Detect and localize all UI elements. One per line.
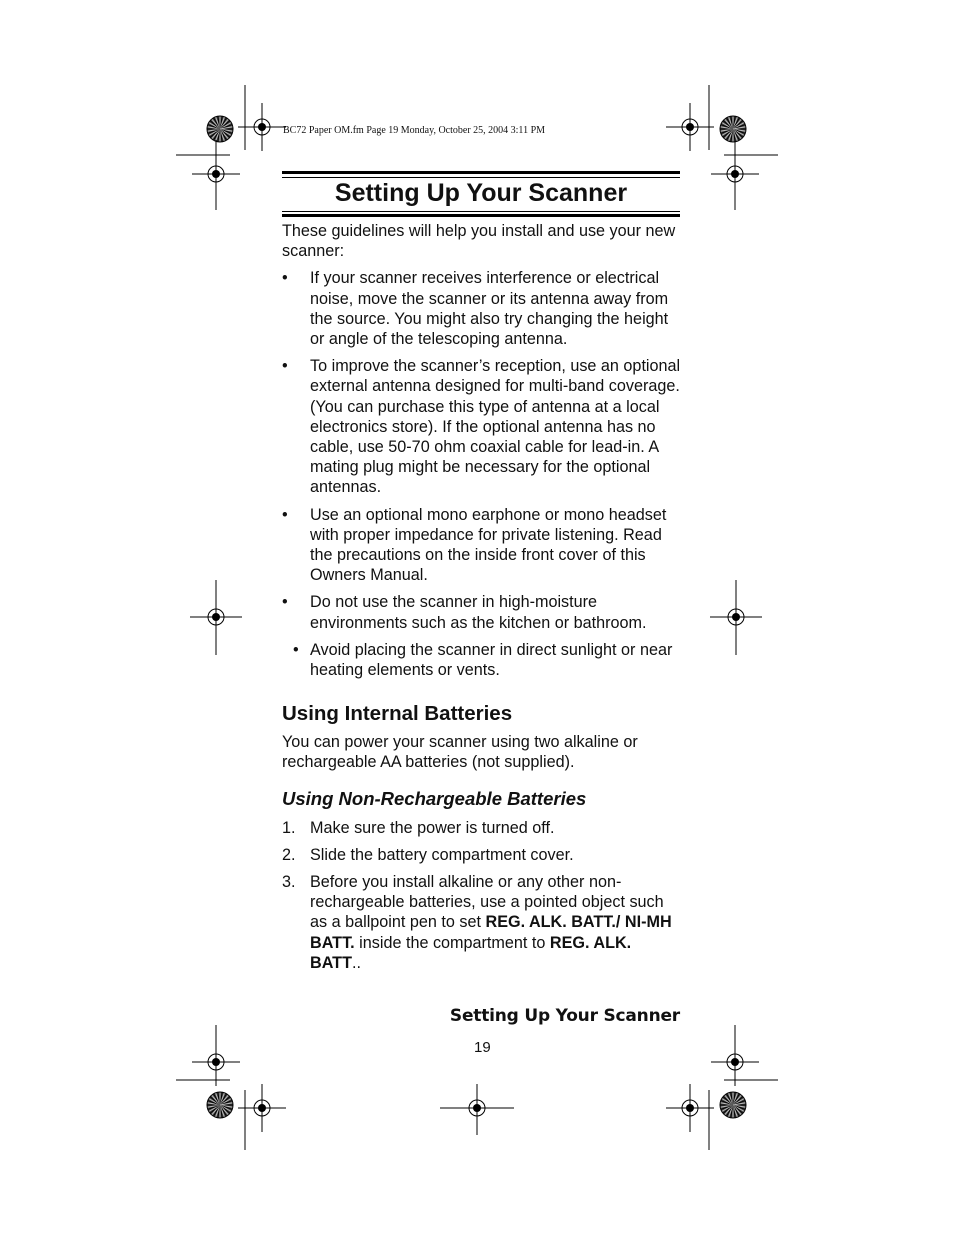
footer-section-title: Setting Up Your Scanner [449, 1006, 680, 1026]
subsection-heading: Using Non-Rechargeable Batteries [282, 787, 587, 809]
file-header-slug: BC72 Paper OM.fm Page 19 Monday, October 25, 2004 3:11 PM [283, 125, 546, 136]
guideline-bullet [282, 356, 682, 497]
bullet-marker: • [282, 357, 288, 376]
setting-label: REG. ALK. BATT./ NI-MH BATT. [310, 913, 672, 952]
page-number: 19 [474, 1039, 491, 1056]
bullet-marker: • [282, 505, 288, 524]
bullet-text: Do not use the scanner in high-moisture environments such as the kitchen or bathroom. [310, 593, 647, 632]
step-text: Slide the battery compartment cover. [310, 845, 574, 864]
bullet-marker: • [293, 640, 299, 659]
bullet-text: To improve the scanner’s reception, use an optional external antenna designed for multi-band coverage. (You can purchase this type of antenna at a local electronics store). If the optional antenna has no cable, use 50-70 ohm coaxial cable for lead-in. A mating plug might be necessary for the optional antennas. [310, 357, 681, 497]
guideline-bullet [282, 268, 682, 349]
step-text-part: Before you install alkaline or any other non-rechargeable batteries, use a pointed object such as a ballpoint pen to set [310, 873, 664, 932]
step-item [282, 818, 682, 838]
step-number: 3. [282, 873, 296, 892]
title-rule-bottom-thin [282, 211, 680, 212]
step-text: Make sure the power is turned off. [310, 818, 555, 837]
step-item [282, 872, 682, 973]
bullet-marker: • [282, 593, 288, 612]
step-item [282, 845, 682, 865]
bullet-text: Use an optional mono earphone or mono headset with proper impedance for private listening. Read the precautions on the inside front cover of this Owners Manual. [310, 505, 667, 585]
guideline-bullet [282, 505, 682, 586]
step-number: 1. [282, 818, 296, 837]
step-text-part: .. [351, 953, 361, 972]
bullet-marker: • [282, 269, 288, 288]
step-text [310, 872, 682, 973]
title-rule-bottom-thick [282, 214, 680, 217]
guideline-bullet [282, 592, 682, 632]
bullet-text: If your scanner receives interference or electrical noise, move the scanner or its antenna away from the source. You might also try changing the height or angle of the telescoping antenna. [310, 269, 669, 349]
body-content [282, 221, 682, 980]
setting-value: REG. ALK. BATT [310, 933, 632, 972]
guideline-bullet [282, 640, 682, 680]
section-heading: Using Internal Batteries [282, 702, 513, 726]
bullet-text: Avoid placing the scanner in direct sunlight or near heating elements or vents. [310, 640, 673, 680]
intro-paragraph: These guidelines will help you install and use your new scanner: [282, 222, 676, 261]
section-paragraph: You can power your scanner using two alkaline or rechargeable AA batteries (not supplied). [282, 733, 638, 772]
step-number: 2. [282, 845, 296, 864]
page-title: Setting Up Your Scanner [334, 179, 628, 207]
title-rule-top-thick [282, 171, 680, 174]
step-text-part: inside the compartment to [354, 933, 550, 952]
